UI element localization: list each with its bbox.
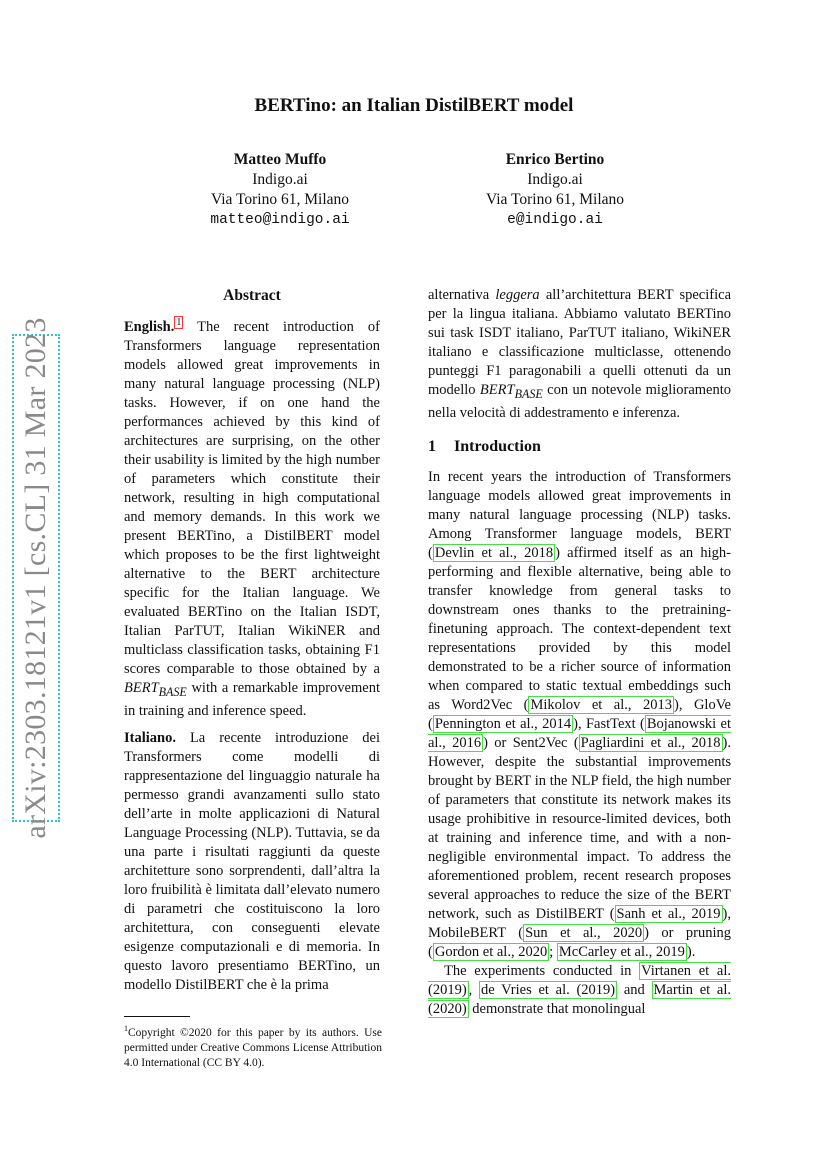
citation-link[interactable]: Pennington et al., 2014 <box>434 715 572 732</box>
citation-link[interactable]: Gordon et al., 2020 <box>434 943 548 960</box>
left-column <box>124 286 380 995</box>
abstract-heading: Abstract <box>223 287 281 304</box>
italian-label: Italiano. <box>124 729 176 746</box>
footnote-text: Copyright ©2020 for this paper by its authors. Use permitted under Creative Commons License Attribution 4.0 International (CC BY 4.0). <box>124 1026 382 1069</box>
author-block-2 <box>405 150 705 230</box>
english-text: The recent introduction of Transformers language representation models allowed great improvements in many natural language processing (NLP) tasks. However, if on one hand the performances achieved by this kind of architectures are surprising, on the other their usability is limited by the high number of parameters which constitute their network, resulting in high computational and memory demands. In this work we present BERTino, a DistilBERT model which proposes to be the first lightweight alternative to the BERT architecture specific for the Italian language. We evaluated BERTino on the Italian ISDT, Italian ParTUT, Italian WikiNER and multiclass classification tasks, obtaining F1 scores comparable to those obtained by a <box>124 319 380 677</box>
citation-link[interactable]: Devlin et al., 2018 <box>434 544 554 561</box>
author-email[interactable]: matteo@indigo.ai <box>210 212 350 228</box>
paper-title: BERTino: an Italian DistilBERT model <box>254 95 574 116</box>
intro-paragraph-2: The experiments conducted in Virtanen et al. (2019) , de Vries et al. (2019) and Martin et al. (2020) demonstrate that monolingual <box>428 962 732 1017</box>
abstract-italian <box>124 729 380 995</box>
math-bert: $BERT_{BASE}$ <box>479 382 543 401</box>
section-title: Introduction <box>454 437 541 455</box>
author-email[interactable]: e@indigo.ai <box>507 212 603 228</box>
author-block-1 <box>130 150 430 230</box>
citation-link[interactable]: Bojanowski et al., 2016 <box>428 715 731 751</box>
author-name: Enrico Bertino <box>505 151 605 168</box>
math-bert: $BERT_{BASE}$ <box>124 680 187 699</box>
english-label: English. <box>124 319 175 335</box>
abstract-english <box>124 318 380 721</box>
citation-link[interactable]: Sanh et al., 2019 <box>616 905 721 922</box>
citation-link[interactable]: Pagliardini et al., 2018 <box>580 734 721 751</box>
abstract-italian-continued: alternativa leggera all’architettura BERT specifica per la lingua italiana. Abbiamo valutato BERTino sui task ISDT italiano, ParTUT italiano, WikiNER italiano e classificazione multiclasse, ottenendo punteggi F1 paragonabili a quelli ottenuti da un modello $BERT_{BASE}$ con un notevole miglioramento nella velocità di addestramento e inferenza. <box>428 287 732 421</box>
citation-link[interactable]: McCarley et al., 2019 <box>558 943 685 960</box>
author-affiliation: Indigo.ai <box>527 171 583 188</box>
section-number: 1 <box>428 437 436 455</box>
english-text-end: with a remarkable improvement in training and inference speed. <box>124 680 380 719</box>
footnote-divider <box>124 1016 190 1017</box>
italian-text: La recente introduzione dei Transformers come modelli di rappresentazione del linguaggio naturale ha permesso grandi avanzamenti sullo stato dell’arte in molte applicazioni di Natural Language Processing (NLP). Tuttavia, se da una parte i risultati raggiunti da queste architetture sono sorprendenti, dall’altra la loro fruibilità è limitata dall’elevato numero di parametri che costituiscono la loro architettura, con conseguenti elevate esigenze computazionali e di memoria. In questo lavoro presentiamo BERTino, un modello DistilBERT che è la prima <box>124 729 380 993</box>
author-address: Via Torino 61, Milano <box>210 191 350 208</box>
citation-link[interactable]: Martin et al. (2020) <box>428 981 732 1017</box>
citation-link[interactable]: de Vries et al. (2019) <box>481 981 616 998</box>
footnote-mark: 1 <box>124 1024 128 1033</box>
citation-link[interactable]: Sun et al., 2020 <box>525 924 643 941</box>
arxiv-id: arXiv:2303.18121v1 [cs.CL] 31 Mar 2023 <box>19 317 52 839</box>
citation-link[interactable]: Virtanen et al. (2019) <box>428 962 731 998</box>
author-name: Matteo Muffo <box>233 151 327 168</box>
right-column <box>428 286 731 1019</box>
arxiv-stamp <box>12 317 60 839</box>
footnote <box>124 1021 382 1071</box>
author-address: Via Torino 61, Milano <box>485 191 625 208</box>
intro-paragraph-1: In recent years the introduction of Transformers language models allowed great improvements in many natural language processing (NLP) tasks. Among Transformer language models, BERT ( Devlin et al., 2018 ) affirmed itself as an high-performing and flexible alternative, being able to transfer knowledge from general tasks to downstream ones thanks to the pretraining-finetuning approach. The context-dependent text representations provided by this model demonstrated to be a richer source of information when compared to static textual embeddings such as Word2Vec ( Mikolov et al., 2013 ), GloVe ( Pennington et al., 2014 ), FastText ( Bojanowski et al., 2016 ) or Sent2Vec ( Pagliardini et al., 2018 ). However, despite the substantial improvements brought by BERT in the NLP field, the high number of parameters that constitute its network makes its usage prohibitive in resource-limited devices, both at training and inference time, and with a non-negligible environmental impact. To address the aforementioned problem, recent research proposes several approaches to reduce the size of the BERT network, such as DistilBERT ( Sanh et al., 2019 ), MobileBERT ( Sun et al., 2020 ) or pruning ( Gordon et al., 2020 ; McCarley et al., 2019 ). <box>428 468 731 960</box>
section-heading <box>428 437 731 456</box>
author-affiliation: Indigo.ai <box>252 171 308 188</box>
footnote-link[interactable]: 1 <box>176 317 182 329</box>
citation-link[interactable]: Mikolov et al., 2013 <box>530 696 672 713</box>
